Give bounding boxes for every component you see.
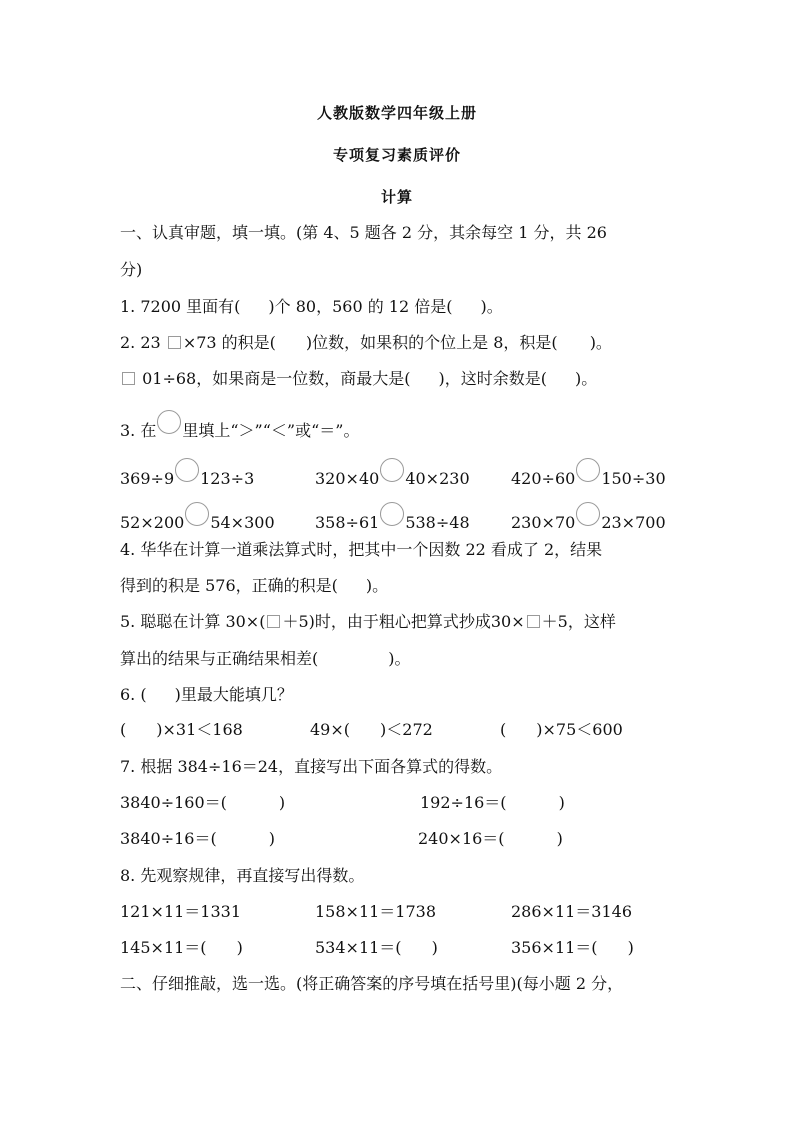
book-title: 人教版数学四年级上册: [316, 104, 477, 122]
circle-blank-icon[interactable]: [185, 502, 209, 526]
fill-item-a: 49×(: [310, 720, 351, 739]
fill-item: [120, 720, 243, 740]
digit-box-icon: [527, 615, 540, 628]
topic-title: 计算: [380, 188, 413, 206]
pattern-answer: [511, 938, 634, 958]
question-4-cont: [120, 576, 388, 596]
fill-item: [310, 720, 433, 740]
compare-right: 150÷30: [601, 469, 666, 488]
q2-part-c: )位数，如果积的个位上是 8，积是(: [305, 333, 558, 352]
question-8: 8. 先观察规律，再直接写出得数。: [120, 866, 365, 885]
circle-blank-icon[interactable]: [175, 458, 199, 482]
calc-item-a: 192÷16＝(: [420, 793, 507, 812]
compare-item: [120, 458, 254, 489]
fill-item-a: (: [500, 720, 507, 739]
q6-stem-b: )里最大能填几？: [174, 685, 293, 704]
calc-item-b: ): [558, 793, 565, 812]
q2-part-d: )。: [589, 333, 612, 352]
compare-left: 52×200: [120, 513, 185, 532]
question-2-cont: [120, 369, 597, 389]
compare-left: 369÷9: [120, 469, 175, 488]
compare-item: [315, 502, 470, 533]
pattern-item: 286×11＝3146: [511, 902, 633, 921]
calc-item-b: ): [556, 829, 563, 848]
section1-heading-cont: 分): [120, 260, 143, 279]
pattern-answer-a: 534×11＝(: [315, 938, 402, 957]
digit-box-icon[interactable]: [168, 336, 181, 349]
calc-item: [420, 793, 565, 813]
question-6: [120, 685, 293, 705]
compare-left: 320×40: [315, 469, 380, 488]
digit-box-icon[interactable]: [122, 372, 135, 385]
circle-blank-icon[interactable]: [380, 458, 404, 482]
question-5-cont: [120, 649, 411, 669]
q3-stem-a: 3. 在: [120, 421, 157, 440]
fill-item-b: )×31＜168: [156, 720, 243, 739]
question-3: [120, 410, 359, 441]
pattern-answer: [315, 938, 438, 958]
compare-right: 123÷3: [200, 469, 255, 488]
calc-item-a: 3840÷160＝(: [120, 793, 227, 812]
q2-part-a: 2. 23: [120, 333, 161, 352]
circle-blank-icon[interactable]: [380, 502, 404, 526]
pattern-answer-b: ): [236, 938, 243, 957]
compare-left: 358÷61: [315, 513, 380, 532]
q1-part-c: )。: [480, 297, 503, 316]
q5-part-c: ＋5，这样: [541, 612, 616, 631]
q2-part-e: 01÷68，如果商是一位数，商最大是(: [142, 369, 411, 388]
q2-part-b: ×73 的积是(: [182, 333, 276, 352]
pattern-answer-a: 356×11＝(: [511, 938, 598, 957]
fill-item-b: )×75＜600: [536, 720, 623, 739]
calc-item: [120, 793, 285, 813]
fill-item-b: )＜272: [380, 720, 433, 739]
compare-right: 54×300: [210, 513, 275, 532]
circle-blank-icon[interactable]: [576, 458, 600, 482]
pattern-answer-b: ): [431, 938, 438, 957]
compare-right: 538÷48: [405, 513, 470, 532]
compare-left: 230×70: [511, 513, 576, 532]
pattern-answer-a: 145×11＝(: [120, 938, 207, 957]
compare-right: 40×230: [405, 469, 470, 488]
q1-part-b: )个 80，560 的 12 倍是(: [268, 297, 453, 316]
compare-item: [120, 502, 275, 533]
question-4: 4. 华华在计算一道乘法算式时，把其中一个因数 22 看成了 2，结果: [120, 540, 603, 559]
q1-part-a: 1. 7200 里面有(: [120, 297, 241, 316]
pattern-item: 121×11＝1331: [120, 902, 242, 921]
q4-part-a: 得到的积是 576，正确的积是(: [120, 576, 338, 595]
q5-part-d: 算出的结果与正确结果相差(: [120, 649, 319, 668]
calc-item-b: ): [278, 793, 286, 812]
calc-item: [120, 829, 275, 849]
compare-right: 23×700: [601, 513, 666, 532]
q5-part-a: 5. 聪聪在计算 30×(: [120, 612, 266, 631]
section1-heading: 一、认真审题，填一填。(第 4、5 题各 2 分，其余每空 1 分，共 26: [120, 223, 607, 242]
section2-heading: 二、仔细推敲，选一选。(将正确答案的序号填在括号里)(每小题 2 分，: [120, 974, 624, 993]
q3-stem-b: 里填上“＞”“＜”或“＝”。: [182, 421, 360, 440]
calc-item-a: 240×16＝(: [418, 829, 505, 848]
compare-left: 420÷60: [511, 469, 576, 488]
pattern-answer-b: ): [627, 938, 634, 957]
compare-item: [315, 458, 470, 489]
pattern-item: 158×11＝1738: [315, 902, 437, 921]
pattern-answer: [120, 938, 243, 958]
calc-item-b: ): [268, 829, 275, 848]
q5-part-e: )。: [388, 649, 411, 668]
question-2: [120, 333, 612, 353]
calc-item-a: 3840÷16＝(: [120, 829, 217, 848]
question-1: [120, 297, 503, 317]
circle-blank-icon[interactable]: [576, 502, 600, 526]
compare-item: [511, 458, 666, 489]
circle-blank-icon: [157, 410, 181, 434]
fill-item-a: (: [120, 720, 127, 739]
question-7: 7. 根据 384÷16＝24，直接写出下面各算式的得数。: [120, 757, 503, 776]
q2-part-g: )。: [574, 369, 598, 388]
calc-item: [418, 829, 563, 849]
q2-part-f: )，这时余数是(: [438, 369, 547, 388]
q4-part-b: )。: [365, 576, 389, 595]
q5-part-b: ＋5)时，由于粗心把算式抄成30×: [282, 612, 525, 631]
digit-box-icon: [267, 615, 280, 628]
q6-stem-a: 6. (: [120, 685, 147, 704]
question-5: [120, 612, 616, 632]
compare-item: [511, 502, 666, 533]
review-title: 专项复习素质评价: [332, 146, 461, 164]
fill-item: [500, 720, 623, 740]
